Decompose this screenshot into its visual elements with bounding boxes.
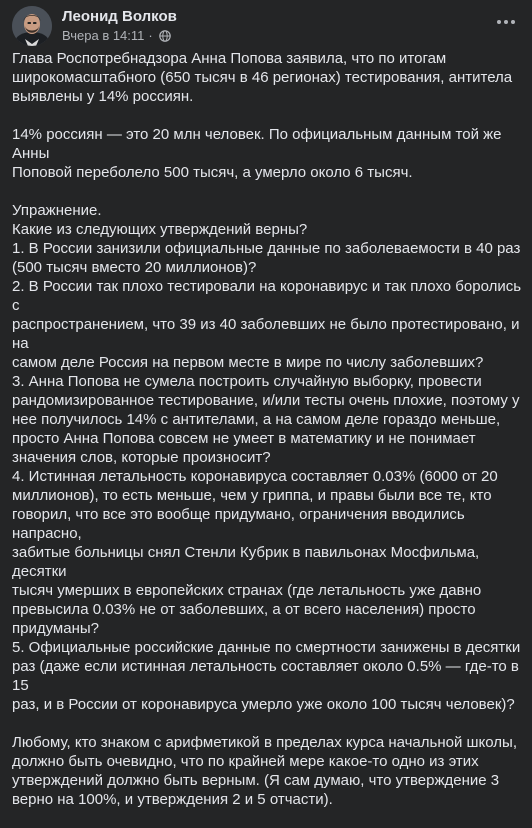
post-text-line: (500 тысяч вместо 20 миллионов)?	[12, 259, 257, 276]
post-text-line: Упражнение.	[12, 202, 102, 219]
post-paragraph	[12, 49, 522, 106]
avatar[interactable]	[12, 6, 52, 46]
post-text-line: распространением, что 39 из 40 заболевших не было протестировано, и на	[12, 316, 520, 352]
more-horizontal-icon-dot	[497, 20, 501, 24]
post-text-line: 14% россиян — это 20 млн человек. По официальным данным той же Анны	[12, 126, 502, 162]
post-text-line: забитые больницы снял Стенли Кубрик в павильонах Мосфильма, десятки	[12, 544, 480, 580]
post-text-line: 5. Официальные российские данные по смертности занижены в десятки	[12, 639, 521, 656]
post-text-line: утверждений должно быть верным. (Я сам думаю, что утверждение 3	[12, 772, 500, 789]
post-text-line: миллионов), то есть меньше, чем у гриппа, и правы были все те, кто	[12, 487, 492, 504]
post-text-line: Какие из следующих утверждений верны?	[12, 221, 308, 238]
post-text-line: Любому, кто знаком с арифметикой в пределах курса начальной школы,	[12, 734, 517, 751]
post-text-line: раз (даже если истинная летальность составляет около 0.5% — где-то в 15	[12, 658, 519, 694]
post-text-line: значения слов, которые произносит?	[12, 449, 271, 466]
post-text-line: придуманы?	[12, 620, 99, 637]
more-horizontal-icon-dot	[504, 20, 508, 24]
post-header	[12, 6, 520, 46]
post-paragraph	[12, 201, 522, 714]
post-text-line: Глава Роспотребнадзора Анна Попова заявила, что по итогам	[12, 50, 447, 67]
more-horizontal-icon-dot	[511, 20, 515, 24]
post-text-line: 1. В России занизили официальные данные по заболеваемости в 40 раз	[12, 240, 521, 257]
post-text-line: говорил, что все это вообще придумано, ограничения вводились напрасно,	[12, 506, 465, 542]
post-text-line: должно быть очевидно, что по крайней мере какое-то одно из этих	[12, 753, 479, 770]
post-text-line: превысила 0.03% не от заболевших, а от всего населения) просто	[12, 601, 476, 618]
author-name[interactable]: Леонид Волков	[62, 8, 177, 25]
post-text-line: Поповой переболело 500 тысяч, а умерло около 6 тысяч.	[12, 164, 413, 181]
post-meta	[62, 28, 171, 43]
meta-separator: ·	[148, 28, 153, 43]
avatar-image	[12, 6, 52, 46]
post-text-line: просто Анна Попова совсем не умеет в математику и не понимает	[12, 430, 476, 447]
post-text-line: нее получилось 14% с антителами, а на самом деле гораздо меньше,	[12, 411, 501, 428]
post-text-line: тысяч умерших в европейских странах (где летальность уже давно	[12, 582, 482, 599]
post-paragraph	[12, 733, 522, 809]
post-text-line: раз, и в России от коронавируса умерло уже около 100 тысяч человек)?	[12, 696, 515, 713]
post-body-text	[12, 49, 522, 828]
more-options-button[interactable]	[492, 10, 520, 34]
post-timestamp[interactable]: Вчера в 14:11	[62, 28, 145, 43]
post-text-line: выявлены у 14% россиян.	[12, 88, 194, 105]
post-text-line: верно на 100%, и утверждения 2 и 5 отчасти).	[12, 791, 333, 808]
post-paragraph	[12, 125, 522, 182]
post-text-line: 4. Истинная летальность коронавируса составляет 0.03% (6000 от 20	[12, 468, 498, 485]
post-text-line: 3. Анна Попова не сумела построить случайную выборку, провести	[12, 373, 482, 390]
post-text-line: 2. В России так плохо тестировали на коронавирус и так плохо боролись с	[12, 278, 522, 314]
post-text-line: рандомизированное тестирование, и/или тесты очень плохие, поэтому у	[12, 392, 520, 409]
globe-icon	[159, 30, 171, 42]
post-text-line: самом деле Россия на первом месте в мире по числу заболевших?	[12, 354, 484, 371]
post-text-line: широкомасштабного (650 тысяч в 46 регионах) тестирования, антитела	[12, 69, 513, 86]
